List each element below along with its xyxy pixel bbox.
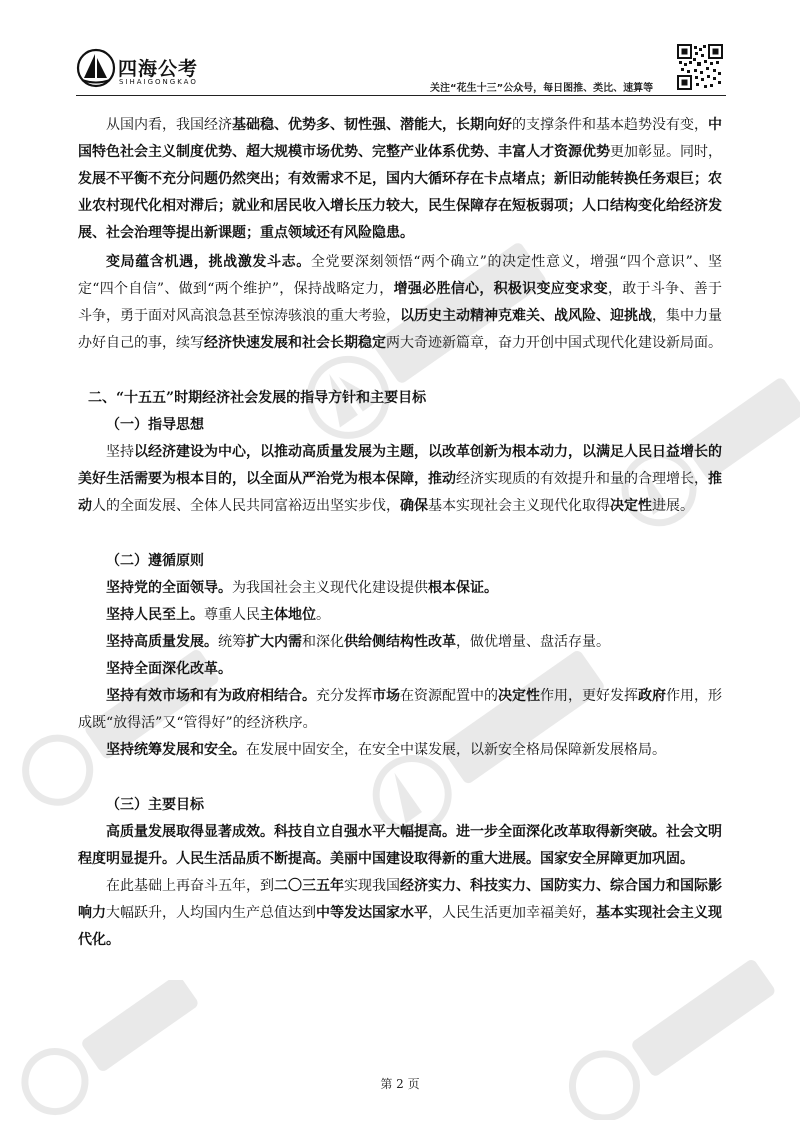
- text-run: ，集中力量办好自己的事，续写: [78, 308, 722, 351]
- bold-run: 供给侧结构性改革: [344, 634, 456, 650]
- text-run: 作用，更好发挥: [540, 688, 638, 704]
- text-run: 大幅跃升，人均国内生产总值达到: [106, 905, 316, 921]
- bold-run: 二〇三五年: [274, 878, 344, 894]
- bold-run: 政府: [638, 688, 666, 704]
- bold-run: 坚持人民至上。: [106, 607, 204, 623]
- brand-name: 四海公考: [118, 58, 199, 80]
- bold-run: 以历史主动精神克难关、战风险、迎挑战: [400, 308, 652, 324]
- bold-run: 发展不平衡不充分问题仍然突出；有效需求不足，国内大循环存在卡点堵点；新旧动能转换任务艰巨；农业农村现代化相对滞后；就业和居民收入增长压力较大，民生保障存在短板弱项；人口结构变化给经济发展、社会治理等提出新课题；重点领域还有风险隐患。: [78, 171, 722, 241]
- text-run: 作用，形成既“放得活”又“管得好”的经济秩序。: [78, 688, 722, 731]
- bold-run: 根本保证。: [428, 580, 498, 596]
- text-run: 在资源配置中的: [400, 688, 498, 704]
- principle-item: [78, 575, 722, 602]
- text-run: 的支撑条件和基本趋势没有变，: [512, 117, 708, 133]
- header-divider: [76, 95, 726, 96]
- sailboat-logo-icon: [76, 48, 116, 88]
- bold-run: 经济快速发展和社会长期稳定: [204, 335, 386, 351]
- document-body: [78, 112, 722, 954]
- paragraph-2035-vision: [78, 873, 722, 954]
- text-run: 充分发挥: [316, 688, 372, 704]
- bold-run: 经济实力、科技实力、国防实力、综合国力和国际影响力: [78, 878, 722, 921]
- bold-run: 以经济建设为中心，以推动高质量发展为主题，以改革创新为根本动力，以满足人民日益增长的美好生活需要为根本目的，以全面从严治党为根本保障，推动: [78, 444, 722, 487]
- text-run: 坚持: [106, 444, 134, 460]
- text-run: ，做优增量、盘活存量。: [456, 634, 610, 650]
- watermark-logo: [0, 980, 200, 1120]
- bold-run: 中国特色社会主义制度优势、超大规模市场优势、完整产业体系优势、丰富人才资源优势: [78, 117, 722, 160]
- text-run: 尊重人民: [204, 607, 260, 623]
- text-run: 经济实现质的有效提升和量的合理增长，: [456, 471, 708, 487]
- subsection-title-principles: （二）遵循原则: [106, 553, 204, 569]
- watermark-logo: [540, 960, 800, 1120]
- bold-run: 高质量发展取得显著成效。科技自立自强水平大幅提高。进一步全面深化改革取得新突破。社会文明程度明显提升。人民生活品质不断提高。美丽中国建设取得新的重大进展。国家安全屏障更加巩固。: [78, 824, 722, 867]
- bold-run: 决定性: [498, 688, 540, 704]
- text-run: 进展。: [652, 498, 694, 514]
- bold-run: 坚持有效市场和有为政府相结合。: [106, 688, 316, 704]
- text-run: ，敢于斗争、善于斗争，勇于面对风高浪急甚至惊涛骇浪的重大考验，: [78, 281, 723, 324]
- bold-run: 基本实现社会主义现代化。: [78, 905, 722, 948]
- bold-run: 主体地位: [260, 607, 316, 623]
- principle-item: [78, 656, 722, 683]
- text-run: 更加彰显。同时，: [610, 144, 722, 160]
- bold-run: 增强必胜信心，积极识变应变求变: [393, 281, 608, 297]
- brand-name-pinyin: SIHAIGONGKAO: [119, 78, 198, 86]
- text-run: 全党要深刻领悟“两个确立”的决定性意义，增强“四个意识”、坚定“四个自信”、做到“两个维护”，保持战略定力，: [78, 254, 723, 297]
- text-run: 基本实现社会主义现代化取得: [428, 498, 610, 514]
- bold-run: 推动: [78, 471, 722, 514]
- bold-run: 坚持高质量发展。: [106, 634, 218, 650]
- paragraph-opportunities: [78, 249, 722, 357]
- text-run: 实现我国: [344, 878, 400, 894]
- text-run: 在此基础上再奋斗五年，到: [106, 878, 274, 894]
- text-run: 为我国社会主义现代化建设提供: [232, 580, 428, 596]
- principle-item: [78, 629, 722, 656]
- text-run: 统筹: [218, 634, 246, 650]
- bold-run: 变局蕴含机遇，挑战激发斗志。: [106, 254, 311, 270]
- bold-run: 市场: [372, 688, 400, 704]
- subsection-title-guiding-thought: （一）指导思想: [106, 417, 204, 433]
- bold-run: 决定性: [610, 498, 652, 514]
- principle-item: [78, 737, 722, 764]
- bold-run: 中等发达国家水平: [316, 905, 428, 921]
- bold-run: 坚持统筹发展和安全。: [106, 742, 246, 758]
- subsection-title-main-goals: （三）主要目标: [106, 797, 204, 813]
- text-run: 两大奇迹新篇章，奋力开创中国式现代化建设新局面。: [386, 335, 722, 351]
- paragraph-domestic-outlook: [78, 112, 722, 247]
- text-run: 人的全面发展、全体人民共同富裕迈出坚实步伐，: [92, 498, 400, 514]
- paragraph-guiding-thought: [78, 439, 722, 520]
- text-run: ，人民生活更加幸福美好，: [428, 905, 596, 921]
- bold-run: 坚持党的全面领导。: [106, 580, 232, 596]
- principle-item: [78, 602, 722, 629]
- paragraph-main-goals: [78, 819, 722, 873]
- bold-run: 确保: [400, 498, 428, 514]
- page-number: 第 2 页: [380, 1077, 420, 1091]
- bold-run: 扩大内需: [246, 634, 302, 650]
- bold-run: 坚持全面深化改革。: [106, 661, 232, 677]
- header-note: 关注“花生十三”公众号，每日图推、类比、速算等: [430, 83, 654, 94]
- text-run: 从国内看，我国经济: [106, 117, 232, 133]
- section-title: 二、“十五五”时期经济社会发展的指导方针和主要目标: [88, 390, 427, 406]
- bold-run: 基础稳、优势多、韧性强、潜能大，长期向好: [232, 117, 512, 133]
- principle-item: [78, 683, 722, 737]
- text-run: 在发展中固安全，在安全中谋发展，以新安全格局保障新发展格局。: [246, 742, 666, 758]
- qr-code-icon: [677, 44, 723, 90]
- text-run: 和深化: [302, 634, 344, 650]
- page-header: [0, 0, 800, 105]
- text-run: 。: [316, 607, 330, 623]
